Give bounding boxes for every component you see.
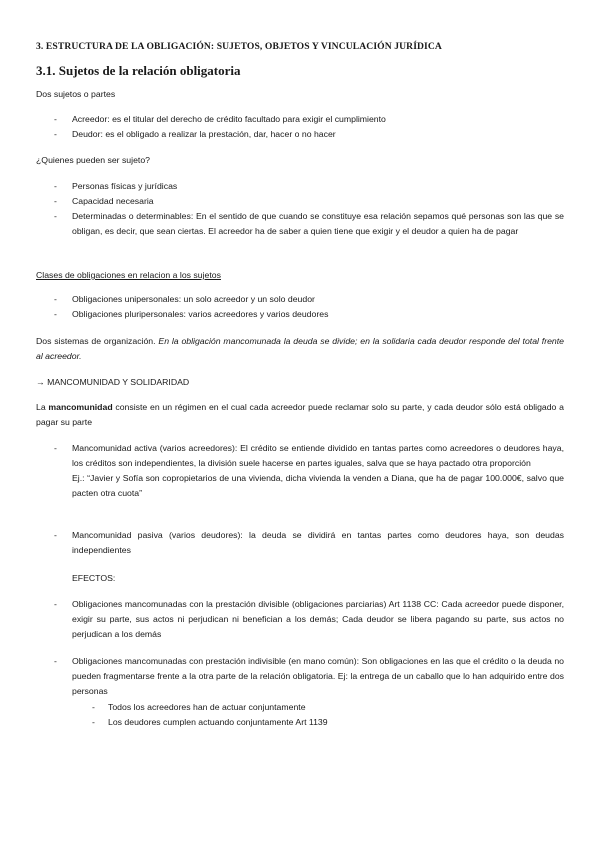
list-item: - Mancomunidad pasiva (varios deudores): la deuda se dividirá en tantas partes como deudores haya, son deudas independientes [36,528,564,558]
list-item: - Mancomunidad activa (varios acreedores): El crédito se entiende dividido en tantas partes como acreedores o deudores haya, los créditos son independientes, la división suele hacerse en partes iguales, salva que se haya pactado otra proporción Ej.: “Javier y Sofía son copropietarios de una vivienda, dicha vivienda la venden a Diana, que ha de pagar 100.000€, salvo que pacten otra cuota” [36,441,564,501]
list-item: - Todos los acreedores han de actuar conjuntamente [36,700,564,715]
partes-intro: Dos sujetos o partes [36,89,116,99]
list-item: - Capacidad necesaria [36,194,564,209]
clases-title: Clases de obligaciones en relacion a los sujetos [36,270,221,280]
tipos-list [36,441,564,501]
list-item: - Obligaciones unipersonales: un solo acreedor y un solo deudor [36,292,564,307]
quienes-list [36,179,564,239]
example-text: Ej.: “Javier y Sofía son copropietarios de una vivienda, dicha vivienda la venden a Diana, que ha de pagar 100.000€, salvo que pacten otra cuota” [72,473,564,498]
list-item: - Determinadas o determinables: En el sentido de que cuando se constituye esa relación sepamos qué personas son las que se obligan, es decir, que sean ciertas. El acreedor ha de saber a quien tiene que exigir y el deudor a quien ha de pagar [36,209,564,239]
section-heading: 3. ESTRUCTURA DE LA OBLIGACIÓN: SUJETOS, OBJETOS Y VINCULACIÓN JURÍDICA [36,41,442,52]
list-item: - Obligaciones mancomunadas con la prestación divisible (obligaciones parciarias) Art 1138 CC: Cada acreedor puede disponer, exigir su parte, sus actos ni perjudican ni benefician a los demás; Cada deudor se libera pagando su parte, sus actos no perjudican a los demás [36,597,564,642]
list-item: - Deudor: es el obligado a realizar la prestación, dar, hacer o no hacer [36,127,564,142]
subsection-heading: 3.1. Sujetos de la relación obligatoria [36,63,241,78]
efectos-list [36,597,564,642]
efectos-list-2 [36,654,564,699]
list-item: - Personas físicas y jurídicas [36,179,564,194]
list-item: - Obligaciones pluripersonales: varios acreedores y varios deudores [36,307,564,322]
sistemas-paragraph: Dos sistemas de organización. En la obligación mancomunada la deuda se divide; en la solidaria cada deudor responde del total frente al acreedor. [36,336,564,361]
list-item: - Acreedor: es el titular del derecho de crédito facultado para exigir el cumplimiento [36,112,564,127]
tipos-list-2 [36,528,564,558]
quienes-question: ¿Quienes pueden ser sujeto? [36,155,150,165]
mancomunidad-definition: La mancomunidad consiste en un régimen en el cual cada acreedor puede reclamar solo su parte, y cada deudor sólo está obligado a pagar su parte [36,402,564,427]
partes-list [36,112,564,142]
list-item: - Los deudores cumplen actuando conjuntamente Art 1139 [36,715,564,730]
indivisible-sublist [36,700,564,730]
mancomunidad-solidaridad-heading: → MANCOMUNIDAD Y SOLIDARIDAD [36,377,190,387]
clases-list [36,292,564,322]
efectos-label: EFECTOS: [72,573,116,583]
list-item: - Obligaciones mancomunadas con prestación indivisible (en mano común): Son obligaciones en las que el crédito o la deuda no pueden fragmentarse frente a la otra parte de la relación obligatoria. Ej: la entrega de un caballo que lo han adquirido entre dos personas [36,654,564,699]
